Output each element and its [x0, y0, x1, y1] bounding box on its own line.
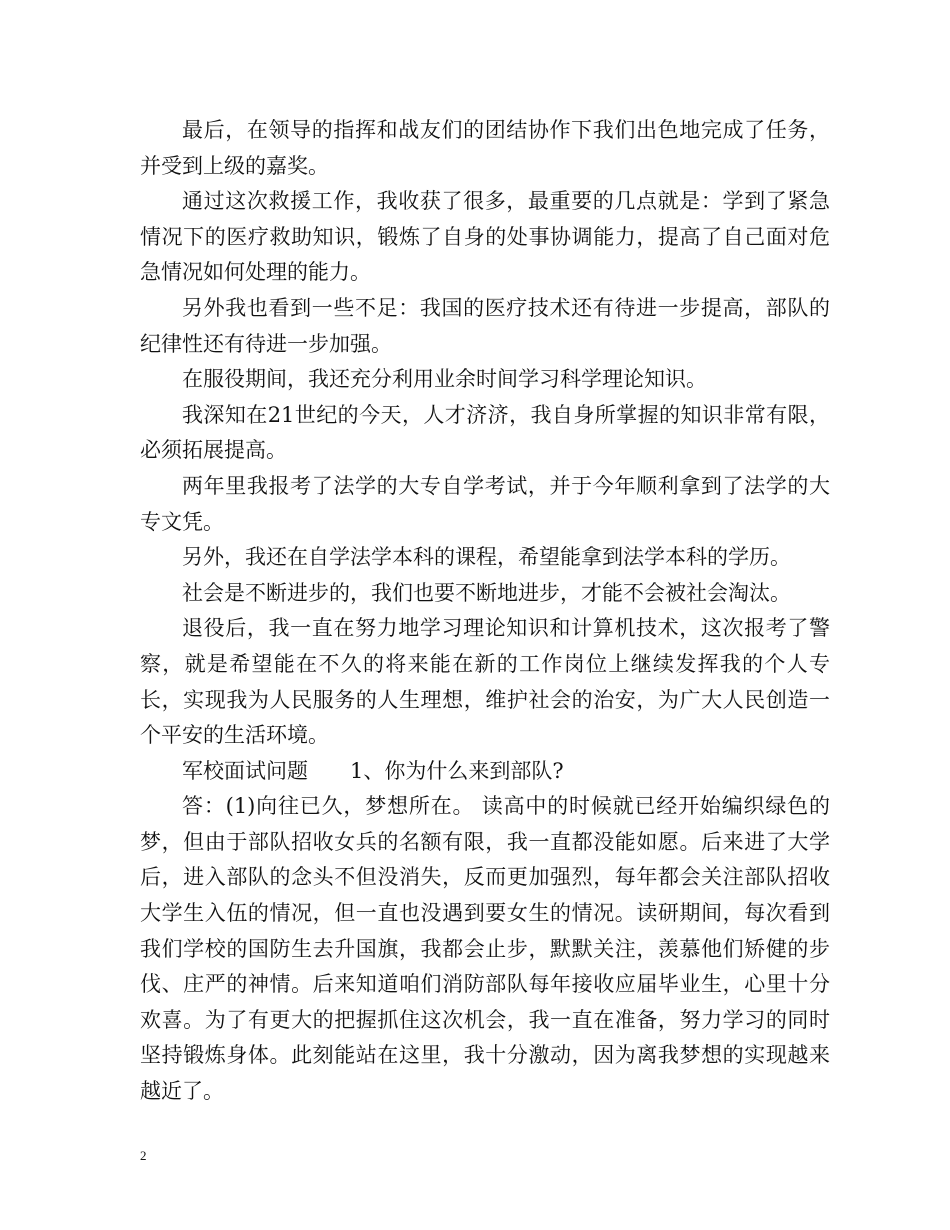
paragraph-progress: 社会是不断进步的，我们也要不断地进步，才能不会被社会淘汰。 [182, 580, 791, 605]
paragraph-gains: 通过这次救援工作，我收获了很多，最重要的几点就是：学到了紧急情况下的医疗救助知识，锻炼了自身的处事协调能力，提高了自己面对危急情况如何处理的能力。 [140, 189, 830, 285]
paragraph-answer: 答：(1)向往已久，梦想所在。 读高中的时候就已经开始编织绿色的梦，但由于部队招收女兵的名额有限，我一直都没能如愿。后来进了大学后，进入部队的念头不但没消失，反而更加强烈，每年都会关注部队招收大学生入伍的情况，但一直也没遇到要女生的情况。读研期间，每次看到我们学校的国防生去升国旗，我都会止步，默默关注，羡慕他们矫健的步伐、庄严的神情。后来知道咱们消防部队每年接收应届毕业生，心里十分欢喜。为了有更大的把握抓住这次机会，我一直在准备，努力学习的同时坚持锻炼身体。此刻能站在这里，我十分激动，因为离我梦想的实现越来越近了。 [140, 794, 830, 1104]
paragraph-interview-question: 军校面试问题 1、你为什么来到部队? [182, 758, 564, 783]
paragraph-shortcomings: 另外我也看到一些不足：我国的医疗技术还有待进一步提高，部队的纪律性还有待进一步加强。 [140, 295, 830, 356]
paragraph-study: 在服役期间，我还充分利用业余时间学习科学理论知识。 [182, 367, 707, 392]
page-number: 2 [140, 1148, 147, 1163]
paragraph-conclusion: 最后，在领导的指挥和战友们的团结协作下我们出色地完成了任务，并受到上级的嘉奖。 [140, 118, 830, 178]
paragraph-knowledge: 我深知在21世纪的今天，人才济济，我自身所掌握的知识非常有限，必须拓展提高。 [140, 402, 830, 463]
document-body [140, 113, 830, 1110]
paragraph-retirement: 退役后，我一直在努力地学习理论知识和计算机技术，这次报考了警察，就是希望能在不久的将来能在新的工作岗位上继续发挥我的个人专长，实现我为人民服务的人生理想，维护社会的治安，为广大人民创造一个平安的生活环境。 [140, 616, 830, 748]
paragraph-undergraduate: 另外，我还在自学法学本科的课程，希望能拿到法学本科的学历。 [182, 545, 791, 570]
paragraph-exam: 两年里我报考了法学的大专自学考试，并于今年顺利拿到了法学的大专文凭。 [140, 473, 830, 534]
